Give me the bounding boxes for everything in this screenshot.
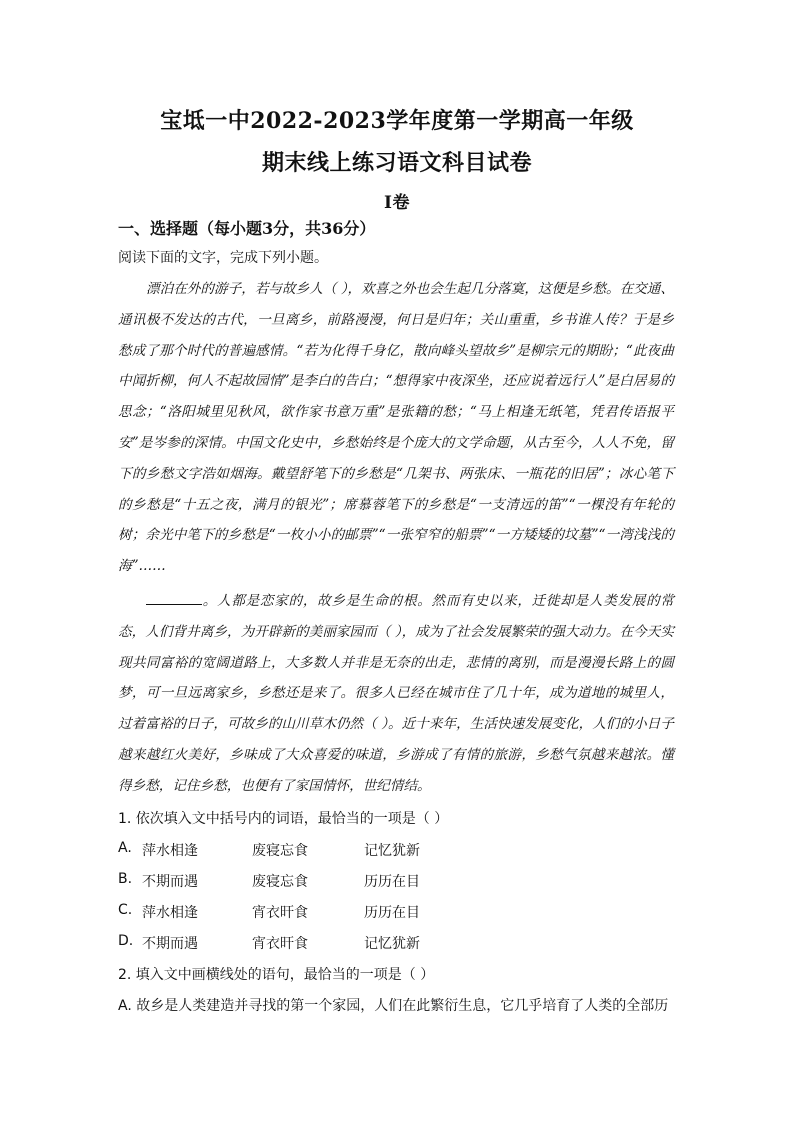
option-key: D.: [118, 933, 134, 949]
question-1-stem: 1. 依次填入文中括号内的词语，最恰当的一项是（ ）: [118, 811, 449, 827]
exam-title-line2: 期末线上练习语文科目试卷: [261, 150, 532, 176]
option-word-2: 废寝忘食: [252, 843, 308, 859]
passage-paragraph-2-text: 。人都是恋家的，故乡是生命的根。然而有史以来，迁徙却是人类发展的常态，人们背井离乡，为开辟新的美丽家园而（ ），成为了社会发展繁荣的强大动力。在今天实现共同富裕的宽阔道路上，大多数人并非是无奈的出走，悲情的离别，而是漫漫长路上的圆梦，可一旦远离家乡，乡愁还是来了。很多人已经在城市住了几十年，成为道地的城里人，过着富裕的日子，可故乡的山川草木仍然（ ）。近十来年，生活快速发展变化，人们的小日子越来越红火美好，乡味成了大众喜爱的味道，乡游成了有情的旅游，乡愁气氛越来越浓。懂得乡愁，记住乡愁，也便有了家国情怀，世纪情结。: [118, 593, 674, 794]
option-word-2: 宵衣旰食: [252, 905, 308, 921]
option-word-2: 废寝忘食: [252, 874, 308, 890]
option-word-1: 萍水相逢: [142, 843, 198, 859]
passage-paragraph-1-text: 漂泊在外的游子，若与故乡人（ ），欢喜之外也会生起几分落寞，这便是乡愁。在交通、通讯极不发达的古代，一旦离乡，前路漫漫，何日是归年；关山重重，乡书谁人传？于是乡愁成了那个时代的普遍感情。“若为化得千身亿，散向峰头望故乡”是柳宗元的期盼；“此夜曲中闻折柳，何人不起故园情”是李白的告白；“想得家中夜深坐，还应说着远行人”是白居易的思念；“洛阳城里见秋风，欲作家书意万重”是张籍的愁；“马上相逢无纸笔，凭君传语报平安”是岑参的深情。中国文化史中，乡愁始终是个庞大的文学命题，从古至今，人人不免，留下的乡愁文字浩如烟海。戴望舒笔下的乡愁是“几架书、两张床、一瓶花的旧居”；冰心笔下的乡愁是“十五之夜，满月的银光”；席慕蓉笔下的乡愁是“一支清远的笛”“一棵没有年轮的树；余光中笔下的乡愁是“一枚小小的邮票”“一张窄窄的船票”“一方矮矮的坟墓”“一湾浅浅的海”……: [118, 281, 674, 575]
volume-label: I卷: [384, 193, 410, 213]
option-word-3: 记忆犹新: [364, 843, 420, 859]
reading-instruction: 阅读下面的文字，完成下列小题。: [118, 250, 328, 266]
option-word-1: 不期而遇: [142, 936, 198, 952]
section-heading: 一、选择题（每小题3分，共36分）: [118, 219, 376, 238]
question-2-option-a[interactable]: A. 故乡是人类建造并寻找的第一个家园，人们在此繁衍生息，它几乎培育了人类的全部历: [118, 998, 669, 1014]
option-key: B.: [118, 871, 133, 887]
option-word-1: 萍水相逢: [142, 905, 198, 921]
passage-paragraph-2: [118, 586, 674, 802]
option-key: C.: [118, 902, 133, 918]
passage-paragraph-1: [118, 274, 674, 582]
option-word-2: 宵衣旰食: [252, 936, 308, 952]
option-word-3: 历历在目: [364, 905, 420, 921]
question-2-stem: 2. 填入文中画横线处的语句，最恰当的一项是（ ）: [118, 967, 435, 983]
option-word-3: 历历在目: [364, 874, 420, 890]
exam-title-line1: 宝坻一中2022-2023学年度第一学期高一年级: [160, 108, 634, 134]
fill-in-blank-line: [146, 590, 202, 605]
option-key: A.: [118, 840, 132, 856]
option-word-1: 不期而遇: [142, 874, 198, 890]
option-word-3: 记忆犹新: [364, 936, 420, 952]
